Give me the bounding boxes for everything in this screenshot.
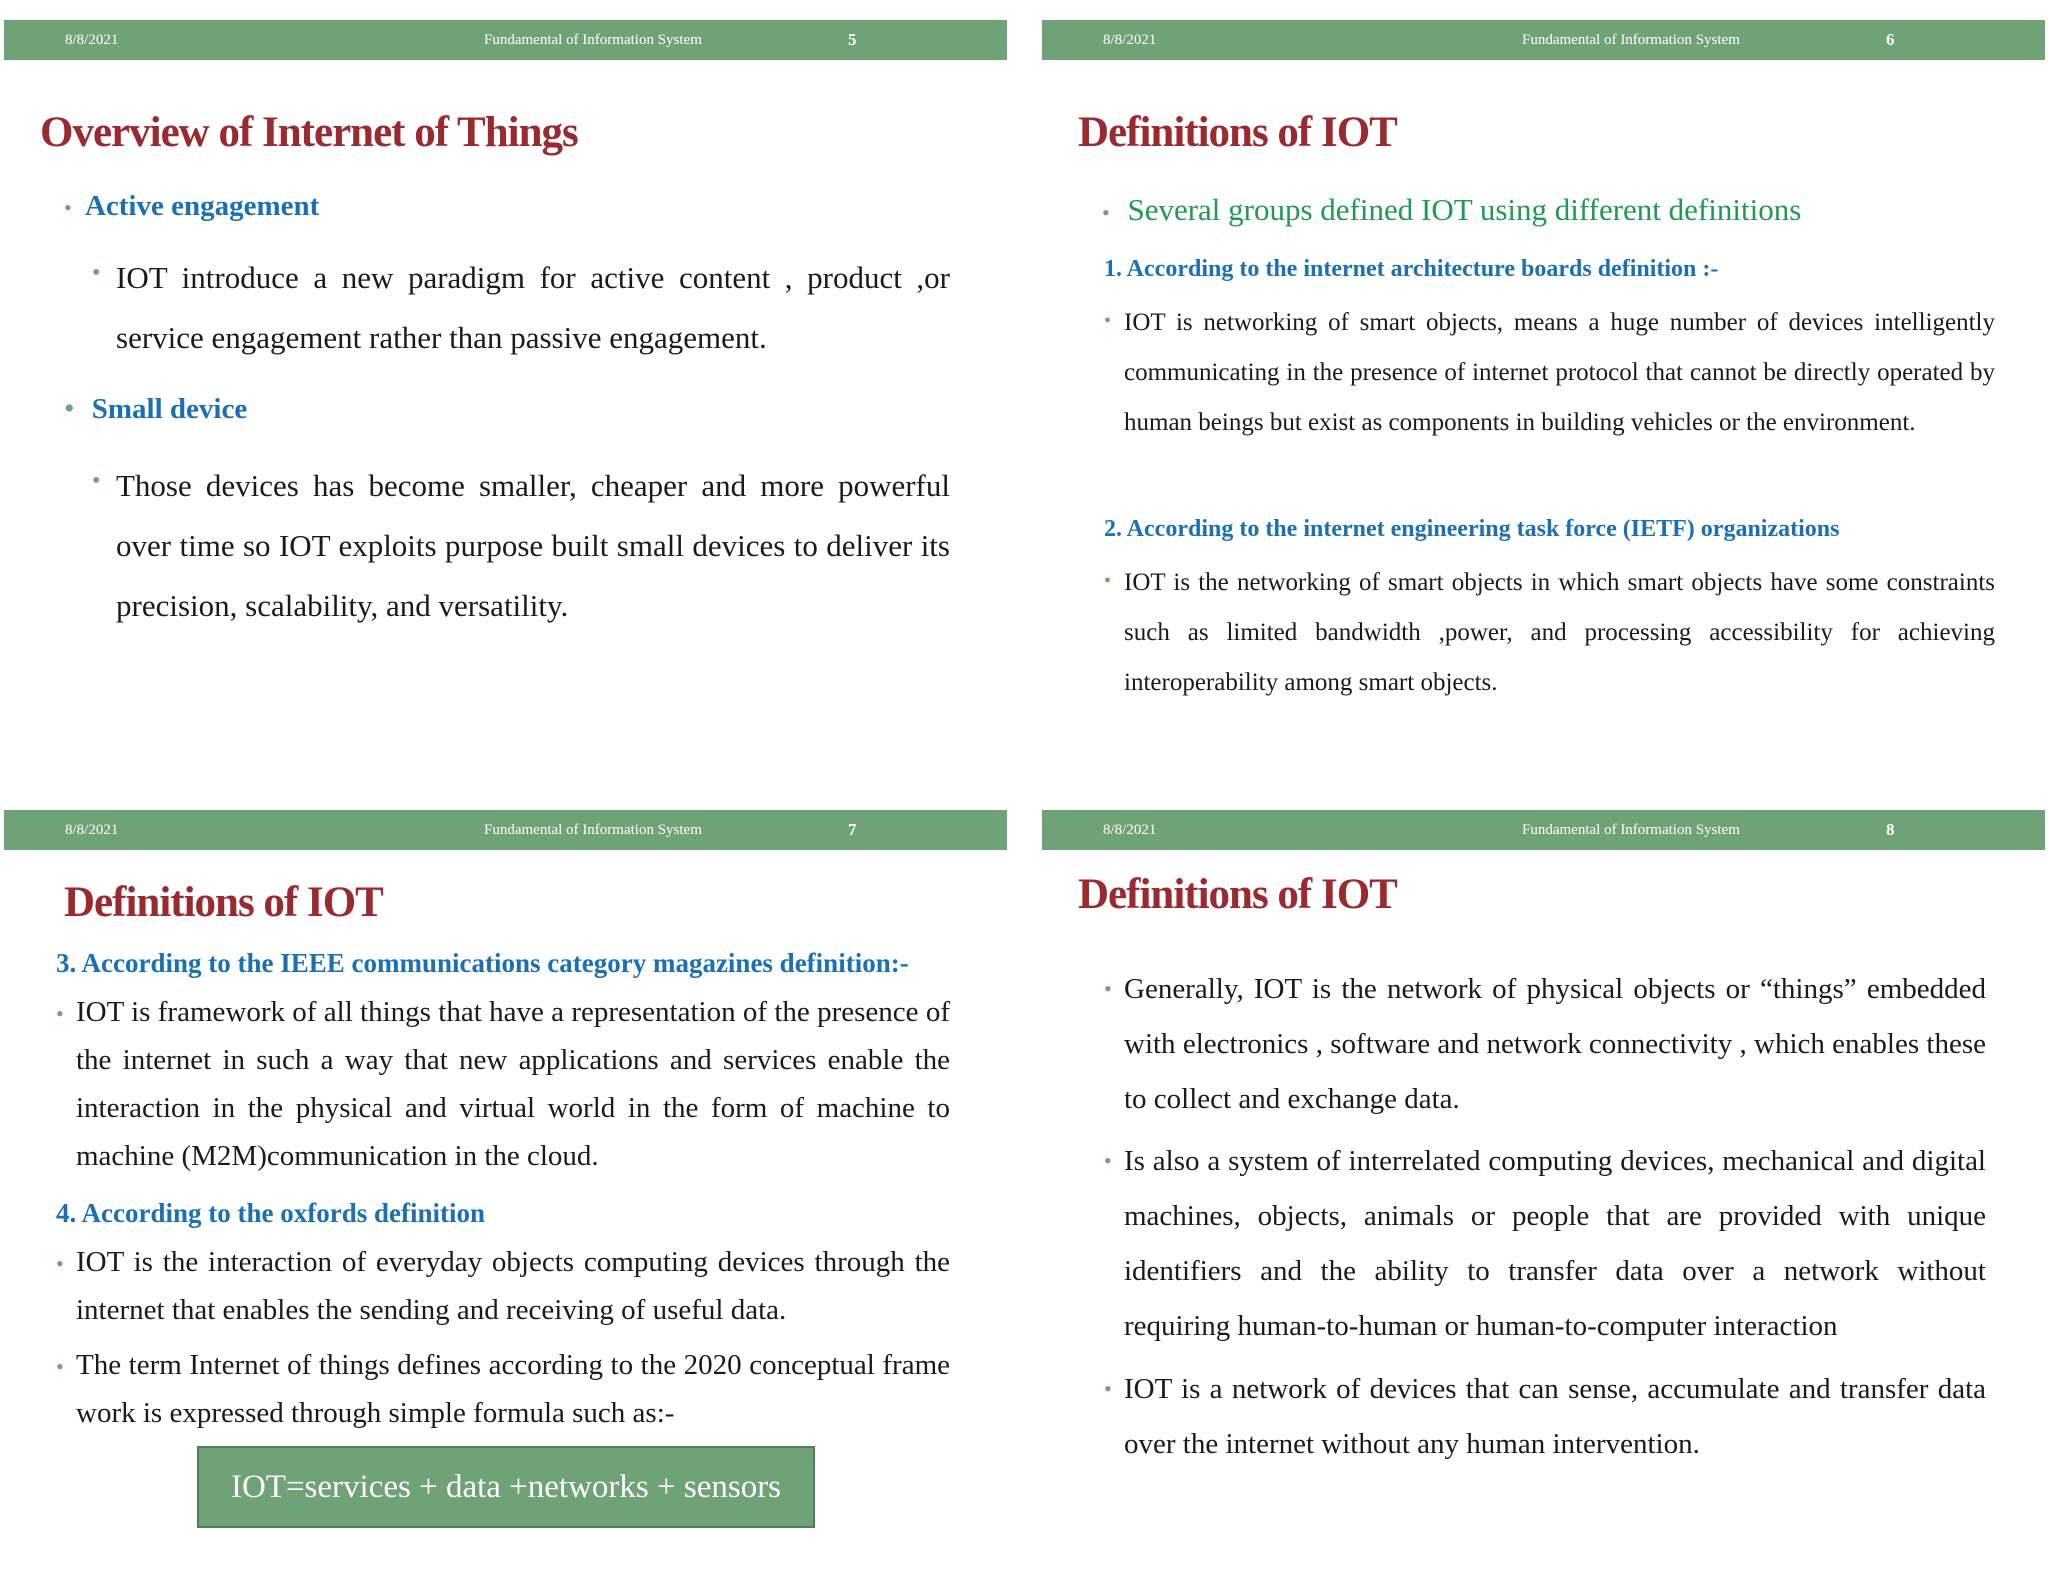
definition-heading-3: 3. According to the IEEE communications category magazines definition:- <box>56 948 909 978</box>
page-number: 5 <box>848 30 857 49</box>
bullet-dot: • <box>92 260 101 286</box>
paragraph: IOT is framework of all things that have a representation of the presence of the internet in such a way that new applications and services enable the interaction in the physical and virtual world in the form of machine to machine (M2M)communication in the cloud. <box>76 996 950 1172</box>
page-number: 8 <box>1886 820 1895 839</box>
paragraph: Those devices has become smaller, cheaper and more powerful over time so IOT exploits purpose built small devices to deliver its precision, scalability, and versatility. <box>116 468 950 623</box>
bullet-heading <box>64 392 247 426</box>
paragraph: Is also a system of interrelated computing devices, mechanical and digital machines, objects, animals or people that are provided with unique identifiers and the ability to transfer data over a network without requiring human-to-human or human-to-computer interaction <box>1124 1145 1986 1342</box>
page-number: 7 <box>848 820 857 839</box>
bullet-dot: • <box>64 195 72 220</box>
slide-7 <box>4 810 1007 1570</box>
bullet-heading <box>64 190 319 223</box>
formula-box: IOT=services + data +networks + sensors <box>197 1446 815 1528</box>
bullet-dot: • <box>1104 570 1112 592</box>
bullet-dot: • <box>1104 976 1112 1001</box>
bullet-dot: • <box>56 1001 64 1026</box>
paragraph: IOT is a network of devices that can sense, accumulate and transfer data over the internet without any human intervention. <box>1124 1373 1986 1460</box>
bullet-dot: • <box>1104 310 1112 332</box>
slide-header-bar <box>4 20 1007 60</box>
slide-title: Definitions of IOT <box>64 879 383 926</box>
course-title: Fundamental of Information System <box>1522 32 1740 48</box>
slide-title: Definitions of IOT <box>1078 109 1397 156</box>
paragraph: The term Internet of things defines according to the 2020 conceptual frame work is expressed through simple formula such as:- <box>76 1349 950 1429</box>
intro-text: Several groups defined IOT using different definitions <box>1127 192 1802 227</box>
definition-heading-1: 1. According to the internet architecture boards definition :- <box>1104 256 1719 282</box>
slide-date: 8/8/2021 <box>1103 822 1157 838</box>
paragraph: Generally, IOT is the network of physical objects or “things” embedded with electronics , software and network connectivity , which enables these to collect and exchange data. <box>1124 973 1986 1115</box>
course-title: Fundamental of Information System <box>1522 822 1740 838</box>
bullet-dot: • <box>56 1251 64 1276</box>
paragraph: IOT introduce a new paradigm for active content , product ,or service engagement rather than passive engagement. <box>116 260 950 355</box>
heading-small-device: Small device <box>91 393 248 425</box>
slide-title: Overview of Internet of Things <box>40 109 578 156</box>
bullet-dot: • <box>1102 200 1110 225</box>
slide-5 <box>4 20 1007 780</box>
slide-header-bar <box>4 810 1007 850</box>
slide-date: 8/8/2021 <box>65 32 119 48</box>
course-title: Fundamental of Information System <box>484 822 702 838</box>
slide-date: 8/8/2021 <box>1103 32 1157 48</box>
page-number: 6 <box>1886 30 1895 49</box>
course-title: Fundamental of Information System <box>484 32 702 48</box>
slide-title: Definitions of IOT <box>1078 871 1397 918</box>
slide-6 <box>1042 20 2045 780</box>
bullet-dot: • <box>56 1354 64 1379</box>
paragraph: IOT is networking of smart objects, means a huge number of devices intelligently communicating in the presence of internet protocol that cannot be directly operated by human beings but exist as components in building vehicles or the environment. <box>1124 309 1995 436</box>
bullet-dot: • <box>1104 1148 1112 1173</box>
slide-date: 8/8/2021 <box>65 822 119 838</box>
intro-line <box>1102 192 1801 228</box>
paragraph: IOT is the networking of smart objects in which smart objects have some constraints such as limited bandwidth ,power, and processing accessibility for achieving interoperability among smart objects. <box>1124 569 1995 696</box>
slide-header-bar <box>1042 20 2045 60</box>
slide-8 <box>1042 810 2045 1570</box>
bullet-dot: • <box>1104 1376 1112 1401</box>
bullet-dot: • <box>64 392 75 425</box>
bullet-dot: • <box>92 468 101 494</box>
definition-heading-4: 4. According to the oxfords definition <box>56 1198 485 1228</box>
definition-heading-2: 2. According to the internet engineering task force (IETF) organizations <box>1104 516 1840 542</box>
paragraph: IOT is the interaction of everyday objects computing devices through the internet that enables the sending and receiving of useful data. <box>76 1246 950 1326</box>
heading-active-engagement: Active engagement <box>84 190 320 222</box>
slide-header-bar <box>1042 810 2045 850</box>
